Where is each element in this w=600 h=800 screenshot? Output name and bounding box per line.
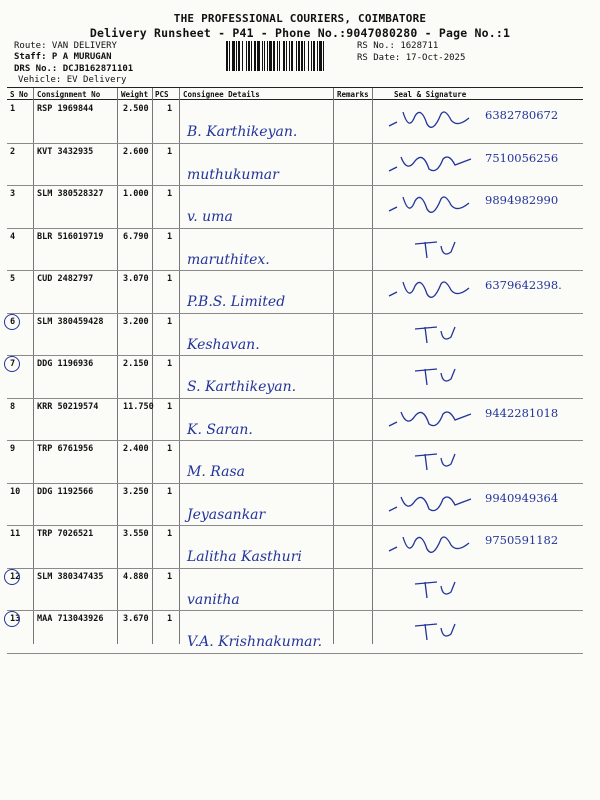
weight-value: 4.880 — [123, 571, 149, 582]
delivery-tick-mark — [385, 574, 475, 604]
signature-scribble — [385, 276, 475, 306]
pieces-count: 1 — [167, 401, 173, 412]
consignee-handwritten-name: Keshavan. — [187, 336, 260, 353]
signature-scribble — [385, 489, 475, 519]
pieces-count: 1 — [167, 231, 173, 242]
row-serial-number: 10 — [10, 486, 21, 497]
consignment-number: TRP 6761956 — [37, 444, 94, 454]
consignment-number: RSP 1969844 — [37, 104, 94, 114]
table-row — [7, 440, 583, 483]
staff-label: Staff: P A MURUGAN — [14, 52, 112, 62]
delivery-tick-mark — [385, 361, 475, 391]
runsheet-subtitle: Delivery Runsheet - P41 - Phone No.:9047080280 - Page No.:1 — [89, 26, 511, 40]
weight-value: 3.550 — [123, 529, 149, 539]
table-row — [7, 270, 583, 313]
consignee-handwritten-name: Jeyasankar — [187, 506, 266, 523]
weight-value: 11.750 — [123, 401, 154, 412]
signature-scribble — [385, 404, 475, 434]
delivery-tick-mark — [385, 234, 475, 264]
consignee-handwritten-name: K. Saran. — [187, 421, 253, 438]
receiver-phone-handwritten: 6379642398. — [485, 278, 562, 292]
consignment-number: SLM 380347435 — [37, 571, 104, 582]
consignee-handwritten-name: vanitha — [187, 591, 240, 608]
company-title: THE PROFESSIONAL COURIERS, COIMBATORE — [173, 12, 427, 25]
table-row — [7, 398, 583, 441]
row-serial-number: 7 — [10, 359, 16, 369]
weight-value: 2.500 — [123, 104, 149, 114]
pieces-count: 1 — [167, 146, 173, 157]
weight-value: 2.150 — [123, 359, 149, 369]
row-divider — [7, 653, 583, 654]
row-serial-number: 13 — [10, 614, 21, 624]
consignee-handwritten-name: B. Karthikeyan. — [187, 124, 298, 140]
row-serial-number: 3 — [10, 189, 16, 199]
consignee-handwritten-name: muthukumar — [187, 166, 279, 183]
table-row — [7, 355, 583, 398]
signature-scribble — [385, 531, 475, 561]
table-row — [7, 610, 583, 653]
table-row — [7, 143, 583, 186]
col-seal-signature: Seal & Signature — [394, 90, 467, 99]
pieces-count: 1 — [167, 104, 173, 114]
table-row — [7, 100, 583, 143]
rs-date: RS Date: 17-Oct-2025 — [357, 53, 466, 63]
col-weight: Weight — [121, 90, 149, 99]
col-consignee: Consignee Details — [183, 90, 260, 99]
row-serial-number: 2 — [10, 146, 16, 157]
weight-value: 3.670 — [123, 614, 149, 624]
signature-scribble — [385, 149, 475, 179]
barcode-image — [226, 41, 354, 71]
pieces-count: 1 — [167, 571, 173, 582]
delivery-tick-mark — [385, 319, 475, 349]
signature-scribble — [385, 191, 475, 221]
consignment-number: KVT 3432935 — [37, 146, 94, 157]
row-serial-number: 12 — [10, 571, 21, 582]
table-row — [7, 483, 583, 526]
row-serial-number: 1 — [10, 104, 16, 114]
circled-serial-mark — [4, 611, 20, 627]
col-pcs: PCS — [155, 90, 169, 99]
weight-value: 2.400 — [123, 444, 149, 454]
pieces-count: 1 — [167, 614, 173, 624]
pieces-count: 1 — [167, 274, 173, 284]
col-sno: S No — [10, 90, 29, 99]
weight-value: 6.790 — [123, 231, 149, 242]
pieces-count: 1 — [167, 359, 173, 369]
row-serial-number: 11 — [10, 529, 21, 539]
consignment-number: SLM 380528327 — [37, 189, 104, 199]
consignment-number: MAA 713043926 — [37, 614, 104, 624]
row-serial-number: 4 — [10, 231, 16, 242]
col-consignment: Consignment No — [37, 90, 101, 99]
circled-serial-mark — [4, 314, 20, 330]
table-row — [7, 228, 583, 271]
consignee-handwritten-name: S. Karthikeyan. — [187, 379, 297, 395]
receiver-phone-handwritten: 7510056256 — [485, 150, 559, 165]
row-serial-number: 9 — [10, 444, 16, 454]
row-serial-number: 5 — [10, 274, 16, 284]
delivery-tick-mark — [385, 616, 475, 646]
weight-value: 1.000 — [123, 189, 149, 199]
signature-scribble — [385, 106, 475, 136]
circled-serial-mark — [4, 356, 20, 372]
consignee-handwritten-name: Lalitha Kasthuri — [187, 549, 302, 565]
pieces-count: 1 — [167, 529, 173, 539]
weight-value: 3.070 — [123, 274, 149, 284]
drs-number: DRS No.: DCJB162871101 — [14, 64, 134, 74]
table-row — [7, 525, 583, 568]
pieces-count: 1 — [167, 316, 173, 327]
consignee-handwritten-name: v. uma — [187, 209, 233, 225]
consignee-handwritten-name: maruthitex. — [187, 251, 270, 268]
consignment-number: DDG 1192566 — [37, 486, 94, 497]
receiver-phone-handwritten: 9894982990 — [485, 193, 559, 207]
consignee-handwritten-name: V.A. Krishnakumar. — [187, 634, 323, 650]
consignee-handwritten-name: M. Rasa — [187, 464, 245, 480]
weight-value: 3.250 — [123, 486, 149, 497]
row-serial-number: 8 — [10, 401, 16, 412]
receiver-phone-handwritten: 9750591182 — [485, 533, 559, 547]
consignment-number: DDG 1196936 — [37, 359, 94, 369]
receiver-phone-handwritten: 6382780672 — [485, 108, 559, 122]
consignment-number: KRR 50219574 — [37, 401, 99, 412]
circled-serial-mark — [4, 569, 20, 585]
header-top-rule — [7, 87, 583, 88]
receiver-phone-handwritten: 9442281018 — [485, 405, 559, 420]
consignment-number: TRP 7026521 — [37, 529, 94, 539]
pieces-count: 1 — [167, 189, 173, 199]
receiver-phone-handwritten: 9940949364 — [485, 490, 559, 505]
consignment-number: BLR 516019719 — [37, 231, 104, 242]
consignment-number: CUD 2482797 — [37, 274, 94, 284]
col-remarks: Remarks — [337, 90, 369, 99]
consignment-number: SLM 380459428 — [37, 316, 104, 327]
pieces-count: 1 — [167, 486, 173, 497]
consignee-handwritten-name: P.B.S. Limited — [187, 294, 286, 310]
table-row — [7, 313, 583, 356]
table-row — [7, 185, 583, 228]
weight-value: 2.600 — [123, 146, 149, 157]
delivery-tick-mark — [385, 446, 475, 476]
vehicle-label: Vehicle: EV Delivery — [18, 75, 127, 85]
table-row — [7, 568, 583, 611]
rs-number: RS No.: 1628711 — [357, 41, 439, 51]
row-serial-number: 6 — [10, 316, 16, 327]
pieces-count: 1 — [167, 444, 173, 454]
weight-value: 3.200 — [123, 316, 149, 327]
route-label: Route: VAN DELIVERY — [14, 41, 117, 51]
